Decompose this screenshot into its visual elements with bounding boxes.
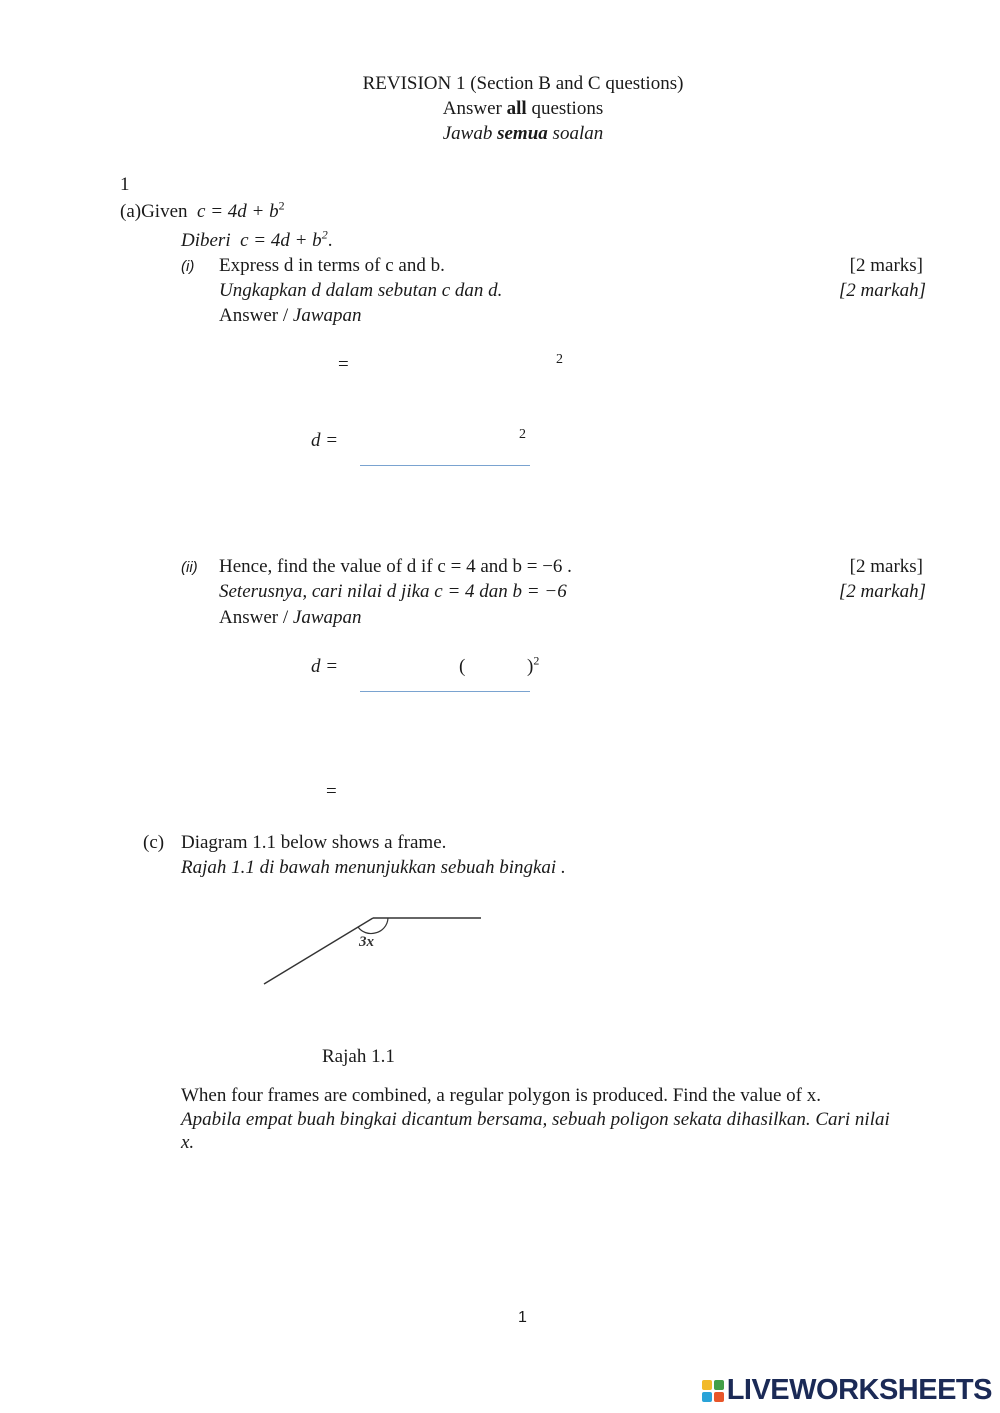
instruction-en: Answer all questions	[442, 98, 604, 119]
instruction-ms: Jawab semua soalan	[442, 123, 604, 144]
part-ii-answer-label: Answer / Jawapan	[219, 607, 362, 628]
part-ii-fraction-line[interactable]	[360, 691, 530, 692]
part-c-question-en: When four frames are combined, a regular polygon is produced. Find the value of x.	[181, 1085, 821, 1106]
part-ii-marks-en: [2 marks]	[849, 556, 923, 577]
part-i-marks-en: [2 marks]	[849, 255, 923, 276]
part-c-statement-ms: Rajah 1.1 di bawah menunjukkan sebuah bingkai .	[181, 857, 566, 878]
part-i-question-en: Express d in terms of c and b.	[219, 255, 445, 276]
part-i-label: (i)	[181, 258, 195, 275]
frame-diagram	[255, 905, 495, 1035]
part-c-question-ms-line1: Apabila empat buah bingkai dicantum bersama, sebuah poligon sekata dihasilkan. Cari nilai	[181, 1109, 890, 1130]
page-number: 1	[518, 1309, 527, 1326]
part-a-diberi: Diberi $c = 4d + b^2$.	[181, 227, 333, 251]
angle-arc	[358, 918, 388, 934]
liveworksheets-icon	[702, 1380, 724, 1402]
question-number: 1	[120, 174, 130, 195]
angle-label: 3x	[359, 934, 374, 950]
part-i-marks-ms: [2 markah]	[838, 280, 926, 301]
part-i-equals: =	[338, 354, 349, 375]
diagram-caption: Rajah 1.1	[322, 1046, 395, 1067]
part-ii-marks-ms: [2 markah]	[838, 581, 926, 602]
part-c-question-ms-line2: x.	[181, 1132, 195, 1153]
page-title: REVISION 1 (Section B and C questions)	[362, 73, 684, 94]
part-ii-equals: =	[326, 781, 337, 802]
part-i-answer-label: Answer / Jawapan	[219, 305, 362, 326]
part-i-exponent-1: 2	[556, 352, 563, 367]
liveworksheets-logo[interactable]	[702, 1374, 992, 1407]
part-i-exponent-2: 2	[519, 427, 526, 442]
part-ii-question-ms: Seterusnya, cari nilai d jika c = 4 dan b = −6	[219, 581, 567, 602]
frame-slanted-edge	[264, 918, 373, 984]
part-ii-paren-open: (	[459, 656, 466, 677]
part-ii-label: (ii)	[181, 559, 198, 576]
part-i-fraction-line[interactable]	[360, 465, 530, 466]
part-ii-paren-close: )$^2$	[527, 653, 540, 677]
part-ii-d-equals: d =	[311, 656, 339, 677]
part-c-label: (c)	[143, 832, 165, 853]
part-c-statement-en: Diagram 1.1 below shows a frame.	[181, 832, 447, 853]
watermark-text: LIVEWORKSHEETS	[726, 1374, 992, 1406]
part-a-given: (a)Given $c = 4d + b^2$	[120, 198, 285, 222]
part-i-d-equals: d =	[311, 430, 339, 451]
part-i-question-ms: Ungkapkan d dalam sebutan c dan d.	[219, 280, 503, 301]
part-ii-question-en: Hence, find the value of d if c = 4 and b = −6 .	[219, 556, 572, 577]
